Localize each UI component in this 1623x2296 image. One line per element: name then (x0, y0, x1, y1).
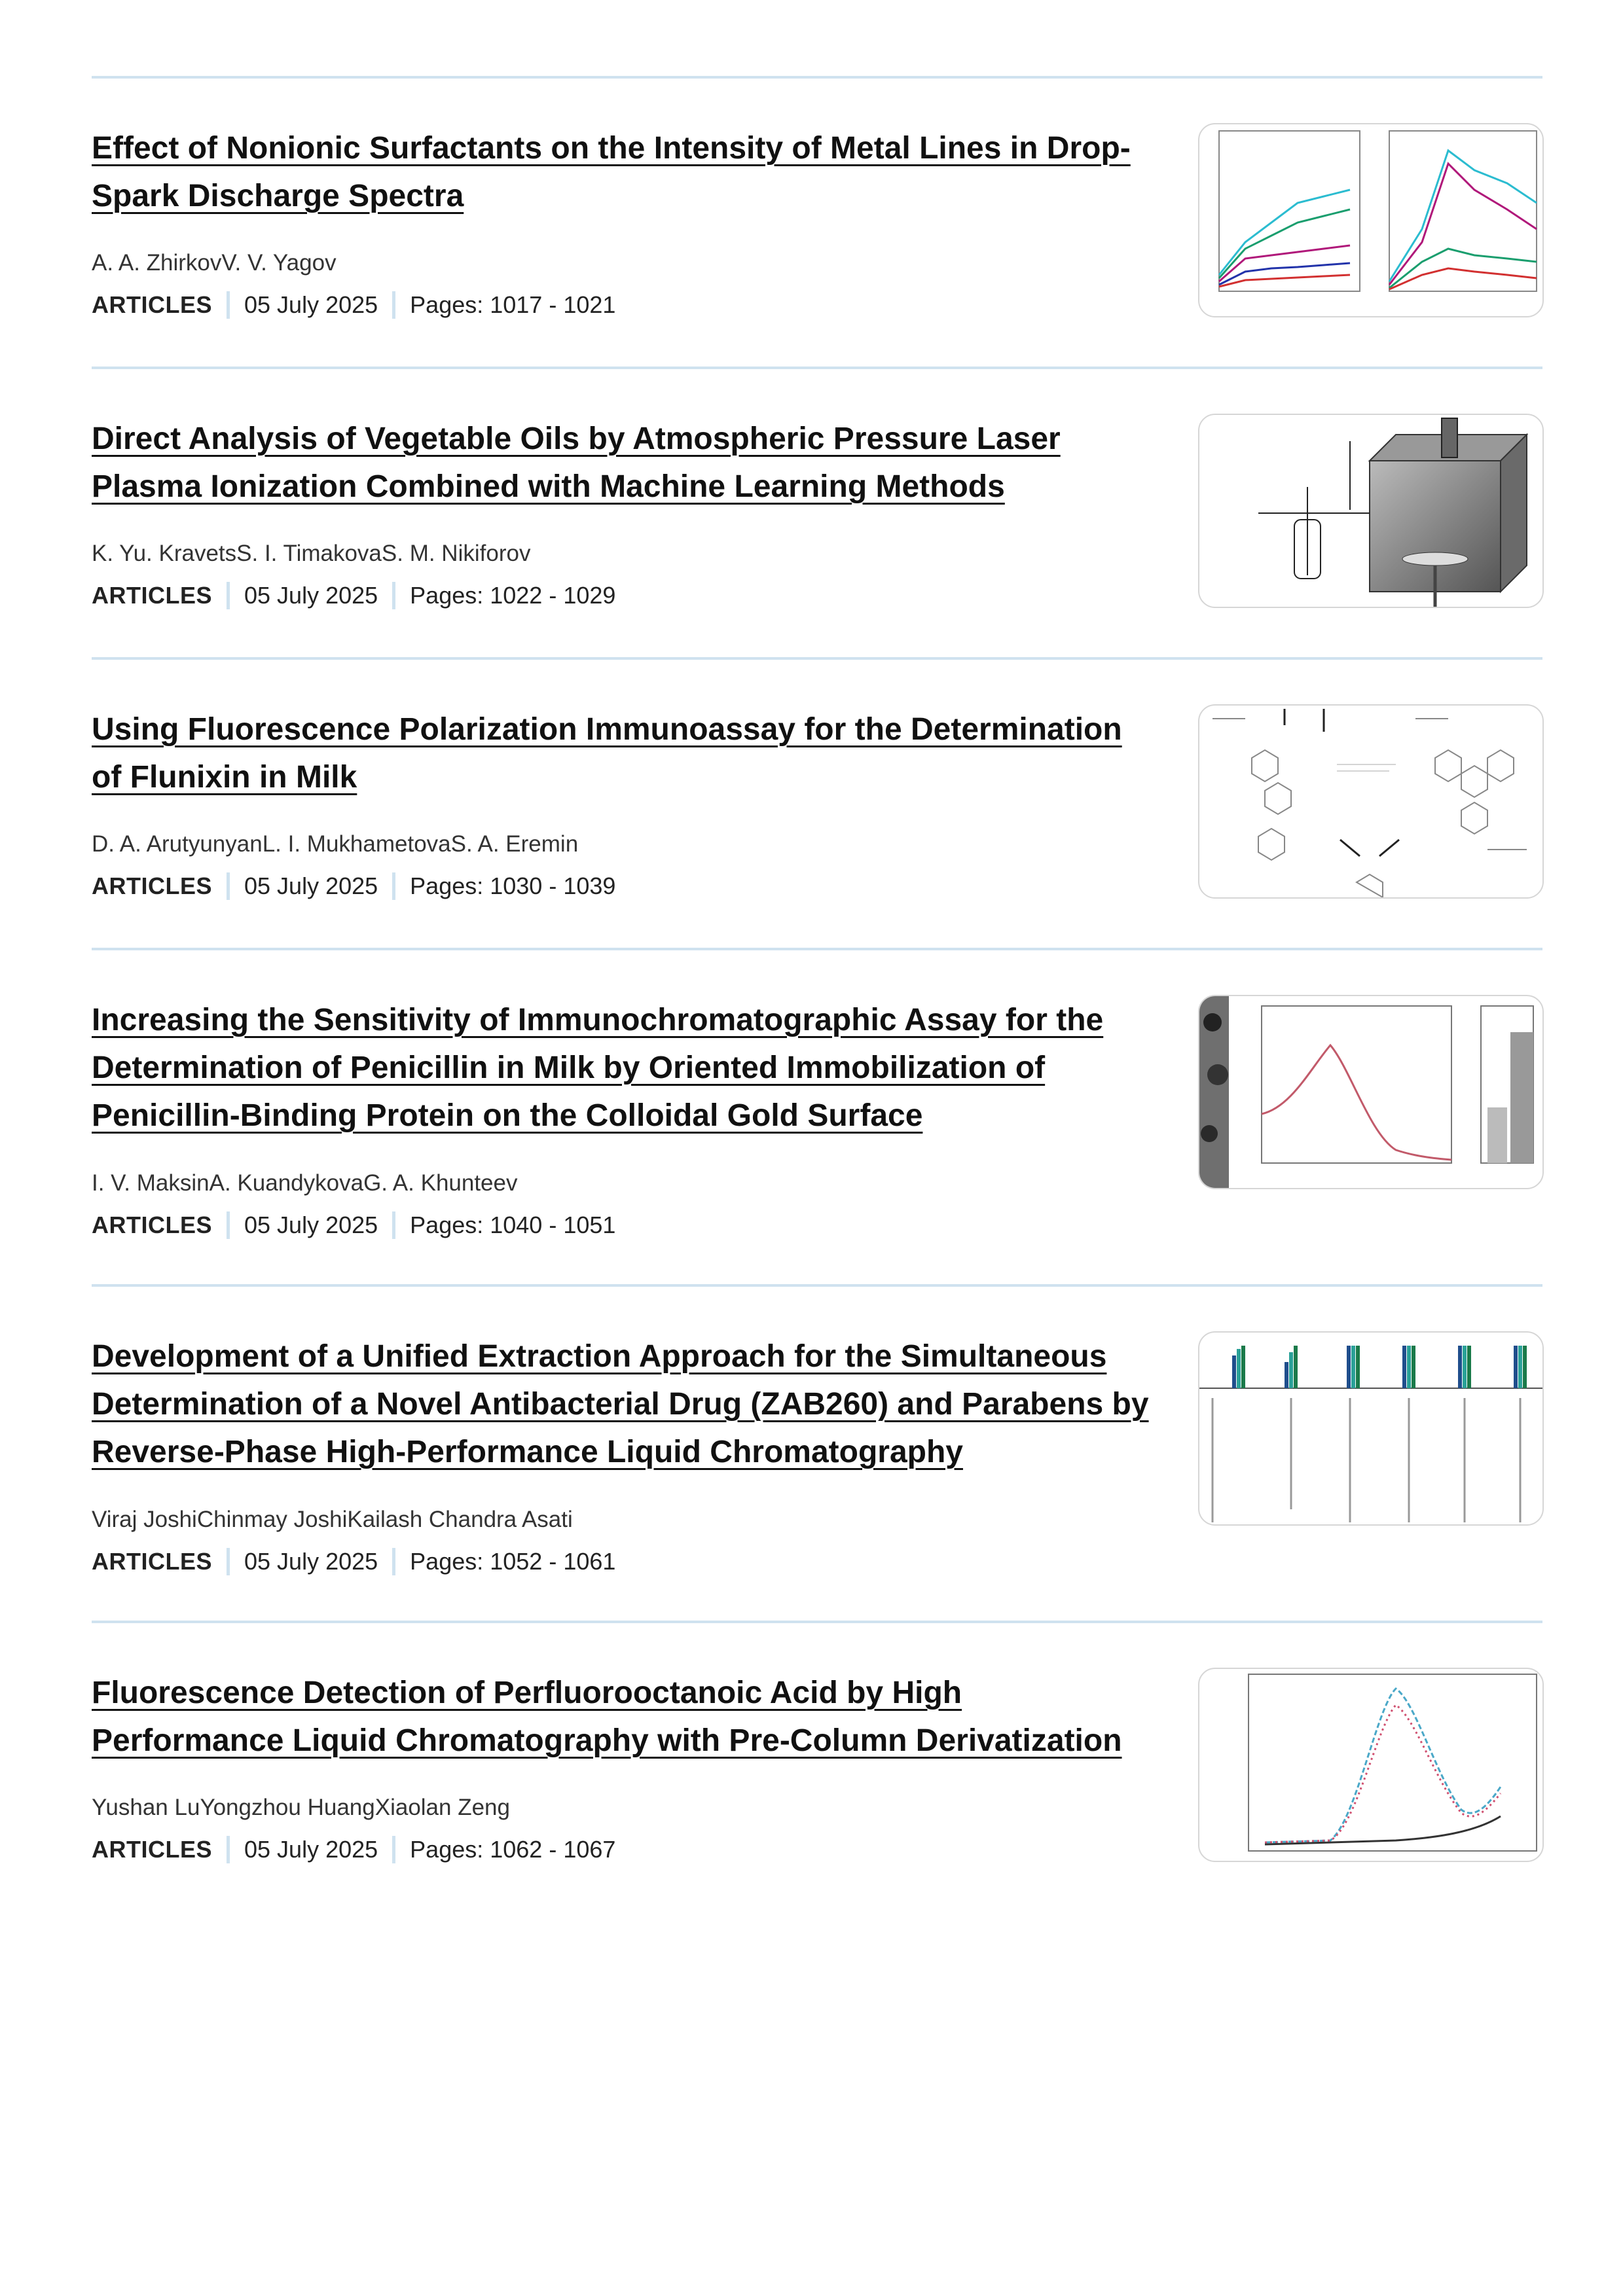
author-link[interactable]: Yongzhou Huang (200, 1795, 375, 1820)
author-link[interactable]: Kailash Chandra Asati (347, 1507, 573, 1532)
article-meta (92, 1836, 615, 1863)
article-thumbnail[interactable] (1198, 123, 1544, 317)
chemical-structure-icon (1199, 706, 1542, 897)
article-authors (92, 1170, 518, 1196)
article-authors (92, 831, 578, 857)
author-link[interactable]: A. A. Zhirkov (92, 250, 222, 276)
author-link[interactable]: D. A. Arutyunyan (92, 831, 263, 857)
article-item (92, 367, 1542, 662)
publication-date: 05 July 2025 (244, 1836, 378, 1863)
meta-separator (227, 872, 230, 900)
author-link[interactable]: S. I. Timakova (236, 541, 382, 566)
meta-separator (392, 872, 395, 900)
article-authors (92, 1507, 573, 1533)
article-meta (92, 291, 615, 319)
article-item (92, 1621, 1542, 1916)
meta-separator (392, 1211, 395, 1239)
article-thumbnail[interactable] (1198, 995, 1544, 1189)
article-meta (92, 1211, 615, 1239)
page-range: Pages: 1030 - 1039 (410, 872, 616, 899)
article-item (92, 657, 1542, 953)
author-link[interactable]: G. A. Khunteev (363, 1170, 518, 1196)
publication-date: 05 July 2025 (244, 291, 378, 318)
meta-separator (392, 1836, 395, 1863)
bar-chart-icon (1199, 1333, 1542, 1524)
article-authors (92, 541, 530, 567)
article-title (92, 415, 1159, 511)
meta-separator (227, 1211, 230, 1239)
article-type-label: ARTICLES (92, 1836, 212, 1863)
article-authors (92, 1795, 510, 1821)
author-link[interactable]: Xiaolan Zeng (374, 1795, 510, 1820)
article-item (92, 1284, 1542, 1626)
article-meta (92, 582, 615, 609)
article-title-link[interactable]: Development of a Unified Extraction Approach for the Simultaneous Determination of a Novel Antibacterial Drug (ZAB260) and Parabens by Reverse-Phase High-Performance Liquid Chromatography (92, 1339, 1149, 1469)
article-thumbnail[interactable] (1198, 704, 1544, 899)
page-range: Pages: 1022 - 1029 (410, 582, 616, 609)
author-link[interactable]: L. I. Mukhametova (262, 831, 451, 857)
page-range: Pages: 1040 - 1051 (410, 1211, 616, 1238)
article-type-label: ARTICLES (92, 582, 212, 609)
meta-separator (227, 291, 230, 319)
article-type-label: ARTICLES (92, 1548, 212, 1575)
apparatus-diagram-icon (1199, 415, 1542, 607)
author-link[interactable]: S. M. Nikiforov (381, 541, 531, 566)
article-thumbnail[interactable] (1198, 1668, 1544, 1862)
article-title-link[interactable]: Increasing the Sensitivity of Immunochromatographic Assay for the Determination of Penicillin in Milk by Oriented Immobilization of Penicillin-Binding Protein on the Colloidal Gold Surface (92, 1003, 1104, 1133)
page-range: Pages: 1052 - 1061 (410, 1548, 616, 1575)
author-link[interactable]: Yushan Lu (92, 1795, 200, 1820)
author-link[interactable]: Chinmay Joshi (196, 1507, 348, 1532)
publication-date: 05 July 2025 (244, 1548, 378, 1575)
article-title-link[interactable]: Fluorescence Detection of Perfluorooctanoic Acid by High Performance Liquid Chromatography with Pre-Column Derivatization (92, 1676, 1122, 1758)
meta-separator (392, 582, 395, 609)
article-title (92, 124, 1159, 220)
peak-curve-chart-icon (1199, 1669, 1542, 1861)
absorption-spectrum-icon (1199, 996, 1542, 1188)
meta-separator (392, 291, 395, 319)
meta-separator (227, 582, 230, 609)
publication-date: 05 July 2025 (244, 872, 378, 899)
author-link[interactable]: Viraj Joshi (92, 1507, 197, 1532)
article-item (92, 948, 1542, 1289)
article-title (92, 706, 1159, 801)
article-thumbnail[interactable] (1198, 1331, 1544, 1526)
author-link[interactable]: I. V. Maksin (92, 1170, 210, 1196)
author-link[interactable]: A. Kuandykova (209, 1170, 364, 1196)
meta-separator (392, 1548, 395, 1575)
publication-date: 05 July 2025 (244, 1211, 378, 1238)
article-thumbnail[interactable] (1198, 414, 1544, 608)
article-title-link[interactable]: Using Fluorescence Polarization Immunoassay for the Determination of Flunixin in Milk (92, 712, 1122, 795)
article-type-label: ARTICLES (92, 872, 212, 899)
article-item (92, 76, 1542, 372)
article-title (92, 1333, 1159, 1476)
meta-separator (227, 1836, 230, 1863)
author-link[interactable]: V. V. Yagov (221, 250, 337, 276)
article-title-link[interactable]: Direct Analysis of Vegetable Oils by Atmospheric Pressure Laser Plasma Ionization Combined with Machine Learning Methods (92, 422, 1061, 504)
line-chart-icon (1199, 124, 1542, 316)
article-title-link[interactable]: Effect of Nonionic Surfactants on the Intensity of Metal Lines in Drop-Spark Discharge Spectra (92, 131, 1131, 213)
meta-separator (227, 1548, 230, 1575)
author-link[interactable]: S. A. Eremin (450, 831, 579, 857)
article-title (92, 1669, 1159, 1765)
article-type-label: ARTICLES (92, 291, 212, 318)
page-range: Pages: 1062 - 1067 (410, 1836, 616, 1863)
author-link[interactable]: K. Yu. Kravets (92, 541, 237, 566)
article-meta (92, 1548, 615, 1575)
page-range: Pages: 1017 - 1021 (410, 291, 616, 318)
article-authors (92, 250, 337, 276)
article-title (92, 996, 1159, 1139)
publication-date: 05 July 2025 (244, 582, 378, 609)
article-meta (92, 872, 615, 900)
article-type-label: ARTICLES (92, 1211, 212, 1238)
